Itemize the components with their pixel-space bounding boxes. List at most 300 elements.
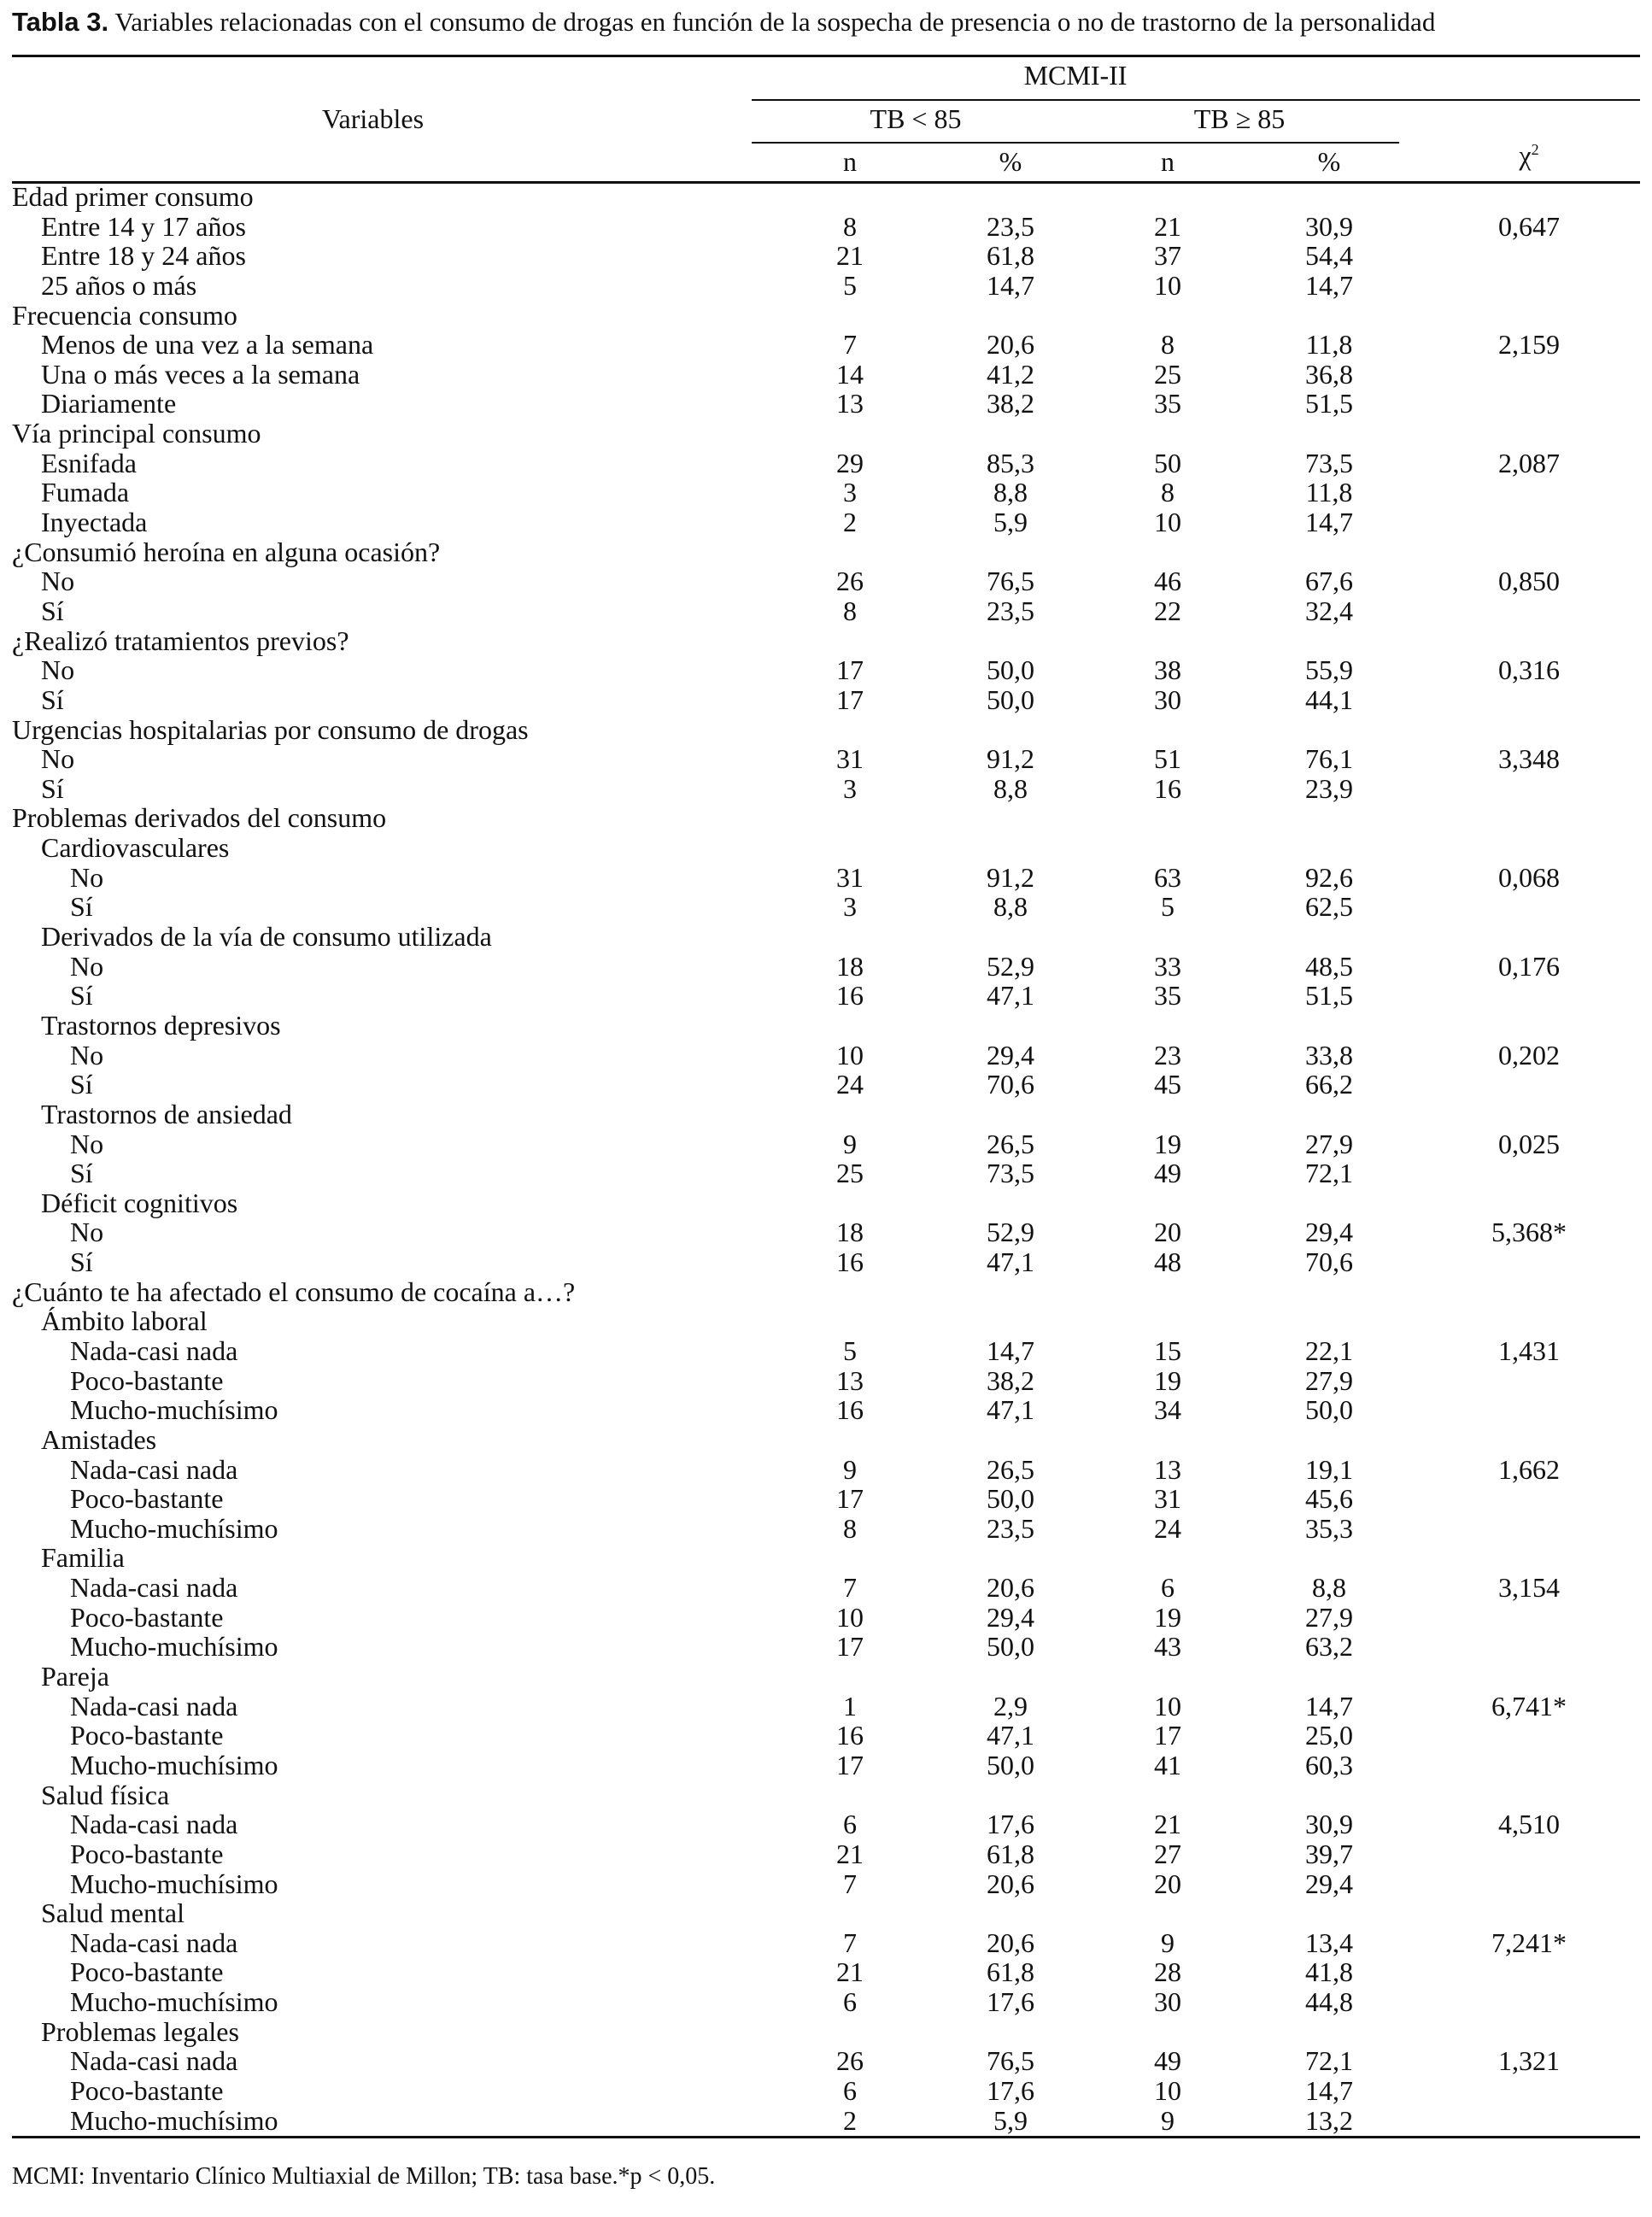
row-label: No bbox=[70, 861, 104, 893]
cell-chi-square: 0,176 bbox=[1498, 950, 1560, 982]
cell-n-group-2: 24 bbox=[1154, 1512, 1181, 1544]
cell-n-group-2: 16 bbox=[1154, 772, 1181, 804]
table-row bbox=[12, 1987, 1640, 2017]
cell-pct-group-2: 13,2 bbox=[1305, 2104, 1353, 2136]
cell-n-group-1: 29 bbox=[836, 447, 864, 478]
row-label: Poco-bastante bbox=[70, 1956, 224, 1988]
table-row bbox=[12, 1632, 1640, 1662]
cell-n-group-1: 17 bbox=[836, 654, 864, 686]
table-row bbox=[12, 271, 1640, 301]
row-label: Urgencias hospitalarias por consumo de drogas bbox=[12, 713, 529, 745]
cell-n-group-1: 24 bbox=[836, 1069, 864, 1100]
cell-pct-group-1: 8,8 bbox=[993, 772, 1028, 804]
table-row bbox=[12, 1070, 1640, 1100]
row-label: Pareja bbox=[41, 1661, 109, 1692]
table-row bbox=[12, 2106, 1640, 2136]
table-row bbox=[12, 1100, 1640, 1129]
cell-pct-group-1: 61,8 bbox=[987, 1956, 1034, 1988]
cell-chi-square: 6,741* bbox=[1491, 1690, 1567, 1721]
cell-pct-group-2: 11,8 bbox=[1305, 329, 1353, 361]
cell-n-group-1: 8 bbox=[843, 595, 857, 626]
row-label: No bbox=[70, 1217, 104, 1248]
row-label: Inyectada bbox=[41, 507, 148, 538]
cell-n-group-2: 37 bbox=[1154, 240, 1181, 272]
cell-pct-group-1: 23,5 bbox=[987, 210, 1034, 242]
cell-pct-group-1: 61,8 bbox=[987, 240, 1034, 272]
header-n-1: n bbox=[843, 146, 857, 177]
cell-pct-group-1: 20,6 bbox=[987, 1927, 1034, 1958]
cell-n-group-1: 7 bbox=[843, 1927, 857, 1958]
header-group-1: TB < 85 bbox=[870, 103, 962, 134]
cell-pct-group-1: 14,7 bbox=[987, 269, 1034, 301]
cell-pct-group-2: 25,0 bbox=[1305, 1720, 1353, 1751]
cell-chi-square: 0,647 bbox=[1498, 210, 1560, 242]
cell-pct-group-1: 17,6 bbox=[987, 2075, 1034, 2106]
table-row bbox=[12, 566, 1640, 596]
table-row bbox=[12, 1898, 1640, 1928]
cell-chi-square: 0,202 bbox=[1498, 1039, 1560, 1070]
row-label: Sí bbox=[70, 1158, 93, 1189]
table-row bbox=[12, 596, 1640, 626]
cell-pct-group-1: 8,8 bbox=[993, 477, 1028, 508]
row-label: Edad primer consumo bbox=[12, 181, 254, 212]
cell-n-group-1: 25 bbox=[836, 1158, 864, 1189]
row-label: Mucho-muchísimo bbox=[70, 1868, 278, 1899]
cell-n-group-2: 19 bbox=[1154, 1601, 1181, 1633]
cell-pct-group-1: 29,4 bbox=[987, 1039, 1034, 1070]
cell-pct-group-1: 38,2 bbox=[987, 1364, 1034, 1396]
cell-pct-group-2: 45,6 bbox=[1305, 1483, 1353, 1515]
cell-pct-group-1: 20,6 bbox=[987, 329, 1034, 361]
cell-pct-group-2: 22,1 bbox=[1305, 1334, 1353, 1366]
row-label: Nada-casi nada bbox=[70, 1927, 238, 1958]
cell-pct-group-1: 91,2 bbox=[987, 861, 1034, 893]
table-row bbox=[12, 1425, 1640, 1455]
cell-pct-group-2: 72,1 bbox=[1305, 2045, 1353, 2077]
table-caption-label: Tabla 3. bbox=[12, 7, 109, 37]
cell-pct-group-1: 29,4 bbox=[987, 1601, 1034, 1633]
cell-chi-square: 3,348 bbox=[1498, 743, 1560, 775]
cell-n-group-1: 3 bbox=[843, 891, 857, 923]
cell-chi-square: 0,316 bbox=[1498, 654, 1560, 686]
cell-pct-group-2: 76,1 bbox=[1305, 743, 1353, 775]
table-row bbox=[12, 626, 1640, 656]
cell-pct-group-2: 60,3 bbox=[1305, 1749, 1353, 1780]
row-label: Nada-casi nada bbox=[70, 1809, 238, 1840]
cell-n-group-2: 30 bbox=[1154, 1986, 1181, 2018]
table-row bbox=[12, 389, 1640, 419]
cell-pct-group-2: 51,5 bbox=[1305, 980, 1353, 1012]
row-label: Entre 14 y 17 años bbox=[41, 210, 246, 242]
cell-n-group-2: 35 bbox=[1154, 388, 1181, 419]
row-label: Poco-bastante bbox=[70, 2075, 224, 2106]
header-pct-2: % bbox=[1317, 146, 1341, 177]
row-label: Problemas legales bbox=[41, 2015, 239, 2047]
cell-chi-square: 7,241* bbox=[1491, 1927, 1567, 1958]
cell-n-group-1: 18 bbox=[836, 1217, 864, 1248]
table-row bbox=[12, 685, 1640, 715]
cell-n-group-2: 5 bbox=[1161, 891, 1175, 923]
cell-pct-group-1: 38,2 bbox=[987, 388, 1034, 419]
cell-pct-group-1: 8,8 bbox=[993, 891, 1028, 923]
cell-n-group-2: 34 bbox=[1154, 1394, 1181, 1426]
table-row bbox=[12, 1011, 1640, 1041]
cell-pct-group-2: 33,8 bbox=[1305, 1039, 1353, 1070]
row-label: ¿Realizó tratamientos previos? bbox=[12, 625, 349, 656]
cell-n-group-1: 10 bbox=[836, 1039, 864, 1070]
cell-n-group-1: 6 bbox=[843, 2075, 857, 2106]
row-label: Diariamente bbox=[41, 388, 177, 419]
cell-pct-group-2: 72,1 bbox=[1305, 1158, 1353, 1189]
table-row bbox=[12, 212, 1640, 242]
table-row bbox=[12, 182, 1640, 212]
cell-n-group-1: 8 bbox=[843, 210, 857, 242]
cell-n-group-1: 18 bbox=[836, 950, 864, 982]
row-label: Poco-bastante bbox=[70, 1601, 224, 1633]
cell-n-group-1: 13 bbox=[836, 388, 864, 419]
row-label: Fumada bbox=[41, 477, 130, 508]
cell-chi-square: 2,087 bbox=[1498, 447, 1560, 478]
header-chi-square bbox=[1435, 134, 1623, 171]
cell-n-group-1: 26 bbox=[836, 566, 864, 597]
table-row bbox=[12, 1041, 1640, 1070]
cell-n-group-2: 30 bbox=[1154, 683, 1181, 715]
row-label: Sí bbox=[70, 1069, 93, 1100]
cell-pct-group-2: 27,9 bbox=[1305, 1364, 1353, 1396]
cell-n-group-1: 10 bbox=[836, 1601, 864, 1633]
table-row bbox=[12, 1721, 1640, 1751]
cell-pct-group-2: 51,5 bbox=[1305, 388, 1353, 419]
cell-pct-group-1: 47,1 bbox=[987, 1394, 1034, 1426]
cell-n-group-2: 33 bbox=[1154, 950, 1181, 982]
row-label: Salud mental bbox=[41, 1897, 185, 1929]
cell-n-group-1: 3 bbox=[843, 772, 857, 804]
cell-n-group-1: 16 bbox=[836, 1394, 864, 1426]
cell-n-group-2: 25 bbox=[1154, 358, 1181, 390]
cell-n-group-2: 17 bbox=[1154, 1720, 1181, 1751]
table-row bbox=[12, 1928, 1640, 1958]
cell-chi-square: 2,159 bbox=[1498, 329, 1560, 361]
cell-pct-group-2: 36,8 bbox=[1305, 358, 1353, 390]
cell-n-group-2: 9 bbox=[1161, 2104, 1175, 2136]
cell-pct-group-2: 92,6 bbox=[1305, 861, 1353, 893]
cell-n-group-2: 38 bbox=[1154, 654, 1181, 686]
row-label: No bbox=[70, 1039, 104, 1070]
table-row bbox=[12, 1129, 1640, 1159]
table-row bbox=[12, 981, 1640, 1011]
table-row bbox=[12, 952, 1640, 982]
cell-n-group-1: 5 bbox=[843, 1334, 857, 1366]
table-row bbox=[12, 715, 1640, 745]
row-label: Problemas derivados del consumo bbox=[12, 802, 387, 834]
cell-n-group-1: 21 bbox=[836, 240, 864, 272]
cell-pct-group-2: 67,6 bbox=[1305, 566, 1353, 597]
row-label: No bbox=[41, 654, 75, 686]
cell-n-group-2: 63 bbox=[1154, 861, 1181, 893]
table-row bbox=[12, 1455, 1640, 1485]
cell-n-group-2: 8 bbox=[1161, 329, 1175, 361]
cell-pct-group-1: 52,9 bbox=[987, 950, 1034, 982]
cell-pct-group-1: 5,9 bbox=[993, 2104, 1028, 2136]
cell-pct-group-1: 50,0 bbox=[987, 654, 1034, 686]
header-variables: Variables bbox=[321, 103, 425, 134]
cell-n-group-2: 35 bbox=[1154, 980, 1181, 1012]
row-label: Nada-casi nada bbox=[70, 1572, 238, 1604]
header-pct-1: % bbox=[999, 146, 1022, 177]
cell-n-group-1: 16 bbox=[836, 980, 864, 1012]
cell-pct-group-1: 17,6 bbox=[987, 1986, 1034, 2018]
cell-n-group-1: 3 bbox=[843, 477, 857, 508]
row-label: Menos de una vez a la semana bbox=[41, 329, 374, 361]
row-label: Una o más veces a la semana bbox=[41, 358, 360, 390]
row-label: Trastornos de ansiedad bbox=[41, 1098, 292, 1129]
chi-superscript: 2 bbox=[1531, 141, 1539, 158]
row-label: Trastornos depresivos bbox=[41, 1009, 281, 1041]
cell-n-group-2: 15 bbox=[1154, 1334, 1181, 1366]
cell-chi-square: 1,321 bbox=[1498, 2045, 1560, 2077]
cell-n-group-1: 9 bbox=[843, 1128, 857, 1159]
cell-n-group-2: 10 bbox=[1154, 1690, 1181, 1721]
table-row bbox=[12, 2017, 1640, 2047]
cell-n-group-2: 13 bbox=[1154, 1453, 1181, 1485]
row-label: Nada-casi nada bbox=[70, 1453, 238, 1485]
cell-pct-group-2: 14,7 bbox=[1305, 2075, 1353, 2106]
row-label: No bbox=[70, 950, 104, 982]
cell-n-group-1: 17 bbox=[836, 683, 864, 715]
cell-n-group-1: 2 bbox=[843, 2104, 857, 2136]
cell-n-group-2: 21 bbox=[1154, 1809, 1181, 1840]
row-label: Mucho-muchísimo bbox=[70, 1512, 278, 1544]
row-label: ¿Consumió heroína en alguna ocasión? bbox=[12, 536, 441, 567]
table-row bbox=[12, 1869, 1640, 1899]
row-label: Mucho-muchísimo bbox=[70, 1631, 278, 1663]
row-label: Nada-casi nada bbox=[70, 1334, 238, 1366]
row-label: No bbox=[41, 566, 75, 597]
cell-n-group-2: 20 bbox=[1154, 1217, 1181, 1248]
table-row bbox=[12, 863, 1640, 893]
cell-chi-square: 0,850 bbox=[1498, 566, 1560, 597]
cell-n-group-1: 31 bbox=[836, 861, 864, 893]
cell-n-group-2: 31 bbox=[1154, 1483, 1181, 1515]
table-row bbox=[12, 744, 1640, 774]
cell-pct-group-1: 50,0 bbox=[987, 1631, 1034, 1663]
instrument-rule bbox=[752, 99, 1640, 101]
cell-pct-group-2: 62,5 bbox=[1305, 891, 1353, 923]
cell-pct-group-1: 73,5 bbox=[987, 1158, 1034, 1189]
cell-n-group-2: 28 bbox=[1154, 1956, 1181, 1988]
cell-pct-group-2: 13,4 bbox=[1305, 1927, 1353, 1958]
table-row bbox=[12, 1247, 1640, 1277]
cell-n-group-2: 6 bbox=[1161, 1572, 1175, 1604]
table-row bbox=[12, 892, 1640, 922]
row-label: Poco-bastante bbox=[70, 1483, 224, 1515]
cell-pct-group-2: 11,8 bbox=[1305, 477, 1353, 508]
row-label: No bbox=[41, 743, 75, 775]
row-label: Mucho-muchísimo bbox=[70, 1394, 278, 1426]
cell-n-group-2: 49 bbox=[1154, 2045, 1181, 2077]
top-rule bbox=[12, 55, 1640, 57]
cell-n-group-2: 9 bbox=[1161, 1927, 1175, 1958]
cell-n-group-1: 16 bbox=[836, 1246, 864, 1278]
cell-pct-group-2: 63,2 bbox=[1305, 1631, 1353, 1663]
row-label: Entre 18 y 24 años bbox=[41, 240, 246, 272]
table-caption bbox=[12, 5, 1435, 39]
table-row bbox=[12, 1306, 1640, 1336]
cell-n-group-2: 51 bbox=[1154, 743, 1181, 775]
row-label: Amistades bbox=[41, 1423, 157, 1455]
cell-pct-group-2: 30,9 bbox=[1305, 1809, 1353, 1840]
row-label: Déficit cognitivos bbox=[41, 1187, 238, 1218]
cell-pct-group-2: 48,5 bbox=[1305, 950, 1353, 982]
cell-chi-square: 5,368* bbox=[1491, 1217, 1567, 1248]
row-label: Sí bbox=[70, 1246, 93, 1278]
row-label: Nada-casi nada bbox=[70, 2045, 238, 2077]
row-label: 25 años o más bbox=[41, 269, 197, 301]
table-row bbox=[12, 330, 1640, 360]
cell-n-group-2: 21 bbox=[1154, 210, 1181, 242]
group-rule bbox=[752, 142, 1399, 144]
table-row bbox=[12, 1366, 1640, 1396]
cell-n-group-2: 45 bbox=[1154, 1069, 1181, 1100]
cell-pct-group-2: 27,9 bbox=[1305, 1601, 1353, 1633]
cell-pct-group-2: 30,9 bbox=[1305, 210, 1353, 242]
cell-pct-group-2: 39,7 bbox=[1305, 1838, 1353, 1869]
cell-pct-group-2: 44,8 bbox=[1305, 1986, 1353, 2018]
row-label: Mucho-muchísimo bbox=[70, 2104, 278, 2136]
cell-n-group-2: 27 bbox=[1154, 1838, 1181, 1869]
cell-pct-group-1: 91,2 bbox=[987, 743, 1034, 775]
cell-n-group-1: 9 bbox=[843, 1453, 857, 1485]
cell-pct-group-2: 66,2 bbox=[1305, 1069, 1353, 1100]
cell-n-group-2: 23 bbox=[1154, 1039, 1181, 1070]
header-group-2: TB ≥ 85 bbox=[1193, 103, 1286, 134]
cell-pct-group-1: 85,3 bbox=[987, 447, 1034, 478]
cell-pct-group-2: 35,3 bbox=[1305, 1512, 1353, 1544]
cell-n-group-1: 21 bbox=[836, 1838, 864, 1869]
cell-n-group-1: 17 bbox=[836, 1483, 864, 1515]
cell-pct-group-2: 50,0 bbox=[1305, 1394, 1353, 1426]
table-row bbox=[12, 833, 1640, 863]
cell-n-group-1: 13 bbox=[836, 1364, 864, 1396]
table-row bbox=[12, 1514, 1640, 1544]
cell-n-group-2: 22 bbox=[1154, 595, 1181, 626]
cell-pct-group-2: 32,4 bbox=[1305, 595, 1353, 626]
cell-n-group-1: 7 bbox=[843, 1868, 857, 1899]
table-row bbox=[12, 1336, 1640, 1366]
table-row bbox=[12, 1484, 1640, 1514]
table-caption-text: Variables relacionadas con el consumo de drogas en función de la sospecha de presencia o no de trastorno de la personalidad bbox=[108, 7, 1436, 37]
cell-chi-square: 0,068 bbox=[1498, 861, 1560, 893]
cell-pct-group-2: 70,6 bbox=[1305, 1246, 1353, 1278]
row-label: Sí bbox=[70, 891, 93, 923]
table-row bbox=[12, 2046, 1640, 2076]
cell-pct-group-2: 44,1 bbox=[1305, 683, 1353, 715]
row-label: Sí bbox=[70, 980, 93, 1012]
cell-pct-group-2: 14,7 bbox=[1305, 269, 1353, 301]
cell-n-group-2: 46 bbox=[1154, 566, 1181, 597]
table-footnote: MCMI: Inventario Clínico Multiaxial de Millon; TB: tasa base.*p < 0,05. bbox=[12, 2163, 716, 2190]
table-row bbox=[12, 1751, 1640, 1780]
row-label: Ámbito laboral bbox=[41, 1305, 208, 1337]
cell-n-group-2: 41 bbox=[1154, 1749, 1181, 1780]
table-row bbox=[12, 507, 1640, 537]
table-row bbox=[12, 301, 1640, 331]
row-label: Salud física bbox=[41, 1779, 170, 1810]
table-row bbox=[12, 449, 1640, 478]
row-label: ¿Cuánto te ha afectado el consumo de cocaína a…? bbox=[12, 1276, 576, 1307]
cell-chi-square: 4,510 bbox=[1498, 1809, 1560, 1840]
table-row bbox=[12, 1543, 1640, 1573]
table-row bbox=[12, 1188, 1640, 1218]
row-label: Poco-bastante bbox=[70, 1720, 224, 1751]
cell-pct-group-2: 14,7 bbox=[1305, 507, 1353, 538]
cell-pct-group-1: 50,0 bbox=[987, 1483, 1034, 1515]
cell-pct-group-2: 29,4 bbox=[1305, 1868, 1353, 1899]
cell-n-group-2: 49 bbox=[1154, 1158, 1181, 1189]
cell-pct-group-1: 47,1 bbox=[987, 1720, 1034, 1751]
cell-pct-group-1: 50,0 bbox=[987, 1749, 1034, 1780]
cell-pct-group-1: 50,0 bbox=[987, 683, 1034, 715]
table-row bbox=[12, 478, 1640, 507]
cell-pct-group-1: 20,6 bbox=[987, 1868, 1034, 1899]
cell-pct-group-1: 2,9 bbox=[993, 1690, 1028, 1721]
row-label: Mucho-muchísimo bbox=[70, 1986, 278, 2018]
cell-n-group-1: 6 bbox=[843, 1809, 857, 1840]
cell-n-group-2: 19 bbox=[1154, 1128, 1181, 1159]
cell-pct-group-2: 55,9 bbox=[1305, 654, 1353, 686]
cell-pct-group-1: 52,9 bbox=[987, 1217, 1034, 1248]
cell-pct-group-1: 23,5 bbox=[987, 595, 1034, 626]
table-row bbox=[12, 1809, 1640, 1839]
row-label: Derivados de la vía de consumo utilizada bbox=[41, 921, 492, 953]
cell-n-group-2: 10 bbox=[1154, 2075, 1181, 2106]
row-label: Mucho-muchísimo bbox=[70, 1749, 278, 1780]
table-row bbox=[12, 922, 1640, 952]
table-row bbox=[12, 803, 1640, 833]
cell-pct-group-1: 76,5 bbox=[987, 566, 1034, 597]
table-row bbox=[12, 1277, 1640, 1307]
table-row bbox=[12, 2076, 1640, 2106]
row-label: No bbox=[70, 1128, 104, 1159]
bottom-rule bbox=[12, 2136, 1640, 2138]
cell-pct-group-2: 27,9 bbox=[1305, 1128, 1353, 1159]
cell-n-group-1: 7 bbox=[843, 329, 857, 361]
cell-pct-group-1: 14,7 bbox=[987, 1334, 1034, 1366]
table-row bbox=[12, 1158, 1640, 1188]
cell-n-group-2: 10 bbox=[1154, 269, 1181, 301]
cell-n-group-1: 16 bbox=[836, 1720, 864, 1751]
cell-n-group-1: 6 bbox=[843, 1986, 857, 2018]
table-row bbox=[12, 1573, 1640, 1603]
row-label: Poco-bastante bbox=[70, 1838, 224, 1869]
table-row bbox=[12, 360, 1640, 390]
header-n-2: n bbox=[1161, 146, 1175, 177]
cell-n-group-1: 31 bbox=[836, 743, 864, 775]
table-row bbox=[12, 241, 1640, 271]
table-row bbox=[12, 1957, 1640, 1987]
cell-n-group-2: 10 bbox=[1154, 507, 1181, 538]
cell-chi-square: 1,431 bbox=[1498, 1334, 1560, 1366]
cell-n-group-1: 8 bbox=[843, 1512, 857, 1544]
cell-n-group-1: 26 bbox=[836, 2045, 864, 2077]
cell-n-group-2: 8 bbox=[1161, 477, 1175, 508]
table-row bbox=[12, 1839, 1640, 1869]
chi-symbol: χ bbox=[1519, 139, 1532, 171]
cell-n-group-1: 5 bbox=[843, 269, 857, 301]
cell-n-group-1: 21 bbox=[836, 1956, 864, 1988]
cell-pct-group-1: 26,5 bbox=[987, 1453, 1034, 1485]
cell-pct-group-1: 47,1 bbox=[987, 1246, 1034, 1278]
